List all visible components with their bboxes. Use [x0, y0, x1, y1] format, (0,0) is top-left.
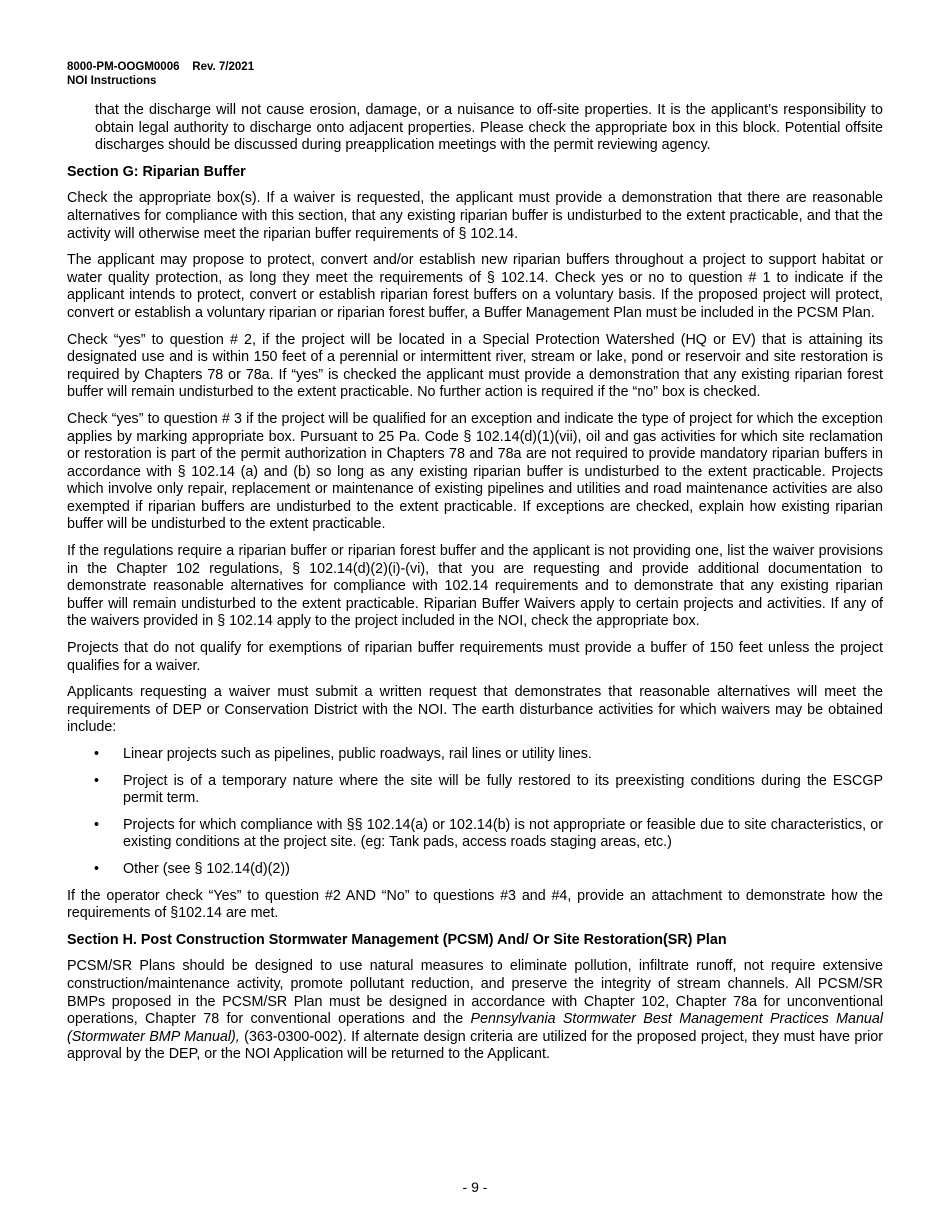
- section-g-paragraph-5: If the regulations require a riparian buffer or riparian forest buffer and the applicant is not providing one, list the waiver provisions in the Chapter 102 regulations, § 102.14(d)(2)(i)-(vi), that you are requesting and provide additional documentation to demonstrate reasonable alternatives for compliance with 102.14 requirements and to demonstrate that any existing riparian buffer will remain undisturbed to the extent practicable. Riparian Buffer Waivers apply to certain projects and activities. If any of the waivers provided in § 102.14 apply to the project included in the NOI, check the appropriate box.: [67, 543, 883, 630]
- bullet-icon: •: [94, 816, 100, 833]
- section-g-paragraph-1: Check the appropriate box(s). If a waiver is requested, the applicant must provide a demonstration that there are reasonable alternatives for compliance with this section, that any existing riparian buffer is undisturbed to the extent practicable, and that the activity will otherwise meet the riparian buffer requirements of § 102.14.: [67, 190, 883, 242]
- section-g-paragraph-7: Applicants requesting a waiver must submit a written request that demonstrates that reasonable alternatives will meet the requirements of DEP or Conservation District with the NOI. The earth disturbance activities for which waivers may be obtained include:: [67, 684, 883, 736]
- intro-paragraph: that the discharge will not cause erosion, damage, or a nuisance to off-site properties. It is the applicant’s responsibility to obtain legal authority to discharge onto adjacent properties. Please check the appropriate box in this block. Potential offsite discharges should be discussed during preapplication meetings with the permit reviewing agency.: [95, 102, 883, 154]
- form-number: 8000-PM-OOGM0006: [67, 61, 180, 73]
- header-form-line: [67, 60, 254, 74]
- section-g-paragraph-2: The applicant may propose to protect, convert and/or establish new riparian buffers throughout a project to support habitat or water quality protection, as long they meet the requirements of § 102.14. Check yes or no to question # 1 to indicate if the applicant intends to protect, convert or establish riparian forest buffers on a voluntary basis. If the proposed project will protect, convert or establish a voluntary riparian or riparian forest buffer, a Buffer Management Plan must be included in the PCSM Plan.: [67, 252, 883, 321]
- section-h-paragraph-1: [67, 958, 883, 1064]
- list-item: [67, 773, 883, 808]
- list-item: [67, 861, 883, 879]
- bullet-icon: •: [94, 860, 100, 877]
- bullet-icon: •: [94, 746, 100, 762]
- revision: Rev. 7/2021: [192, 61, 255, 73]
- section-g-paragraph-6: Projects that do not qualify for exemptions of riparian buffer requirements must provide a buffer of 150 feet unless the project qualifies for a waiver.: [67, 640, 883, 674]
- list-item-text: Projects for which compliance with §§ 102.14(a) or 102.14(b) is not appropriate or feasible due to site characteristics, or existing conditions at the project site. (eg: Tank pads, access roads staging areas, etc.): [123, 816, 883, 851]
- waiver-list: [67, 746, 883, 879]
- section-g-paragraph-8: If the operator check “Yes” to question #2 AND “No” to questions #3 and #4, provide an attachment to demonstrate how the requirements of §102.14 are met.: [67, 887, 883, 922]
- page-number: - 9 -: [462, 1179, 488, 1195]
- section-g-paragraph-4: Check “yes” to question # 3 if the project will be qualified for an exception and indicate the type of project for which the exception applies by marking appropriate box. Pursuant to 25 Pa. Code § 102.14(d)(1)(vii), oil and gas activities for which site reclamation or restoration is part of the permit authorization in Chapters 78 and 78a are not required to provide mandatory riparian buffers in accordance with § 102.14 (a) and (b) so long as any existing riparian buffer is undisturbed to the extent practicable. Projects which involve only repair, replacement or maintenance of existing pipelines and utilities and road maintenance activities are also exempted if riparian buffers are undisturbed to the extent practicable. If exceptions are checked, explain how existing riparian buffer will be undisturbed to the extent practicable.: [67, 410, 883, 533]
- manual-title: Pennsylvania Stormwater Best Management Practices Manual (Stormwater BMP Manual),: [67, 1011, 884, 1045]
- list-item-text: Other (see § 102.14(d)(2)): [123, 860, 290, 877]
- list-item: [67, 746, 883, 764]
- section-h-text-2: (363-0300-002). If alternate design criteria are utilized for the proposed project, they must have prior approval by the DEP, or the NOI Application will be returned to the Applicant.: [67, 1028, 883, 1063]
- bullet-icon: •: [94, 772, 100, 789]
- list-item-text: Linear projects such as pipelines, public roadways, rail lines or utility lines.: [123, 746, 592, 762]
- header-title: NOI Instructions: [67, 75, 157, 87]
- list-item: [67, 817, 883, 852]
- section-g-heading: Section G: Riparian Buffer: [67, 163, 246, 180]
- section-h-text-1: PCSM/SR Plans should be designed to use natural measures to eliminate pollution, infiltrate runoff, not require extensive construction/maintenance activity, promote pollutant reduction, and preserve the integrity of stream channels. All PCSM/SR BMPs proposed in the PCSM/SR Plan must be designed in accordance with Chapter 102, Chapter 78a for unconventional operations, Chapter 78 for conventional operations and the: [67, 958, 883, 1028]
- list-item-text: Project is of a temporary nature where the site will be fully restored to its preexisting conditions during the ESCGP permit term.: [123, 772, 883, 807]
- section-h-heading: Section H. Post Construction Stormwater Management (PCSM) And/ Or Site Restoration(SR) Plan: [67, 931, 727, 948]
- section-g-paragraph-3: Check “yes” to question # 2, if the project will be located in a Special Protection Watershed (HQ or EV) that is attaining its designated use and is within 150 feet of a perennial or intermittent river, stream or lake, pond or reservoir and site restoration is required by Chapters 78 or 78a. If “yes” is checked the applicant must provide a demonstration that any existing riparian forest buffer will remain undisturbed to the extent practicable. No further action is required if the “no” box is checked.: [67, 331, 883, 401]
- document-body: [67, 102, 883, 1073]
- page-header: [67, 60, 254, 88]
